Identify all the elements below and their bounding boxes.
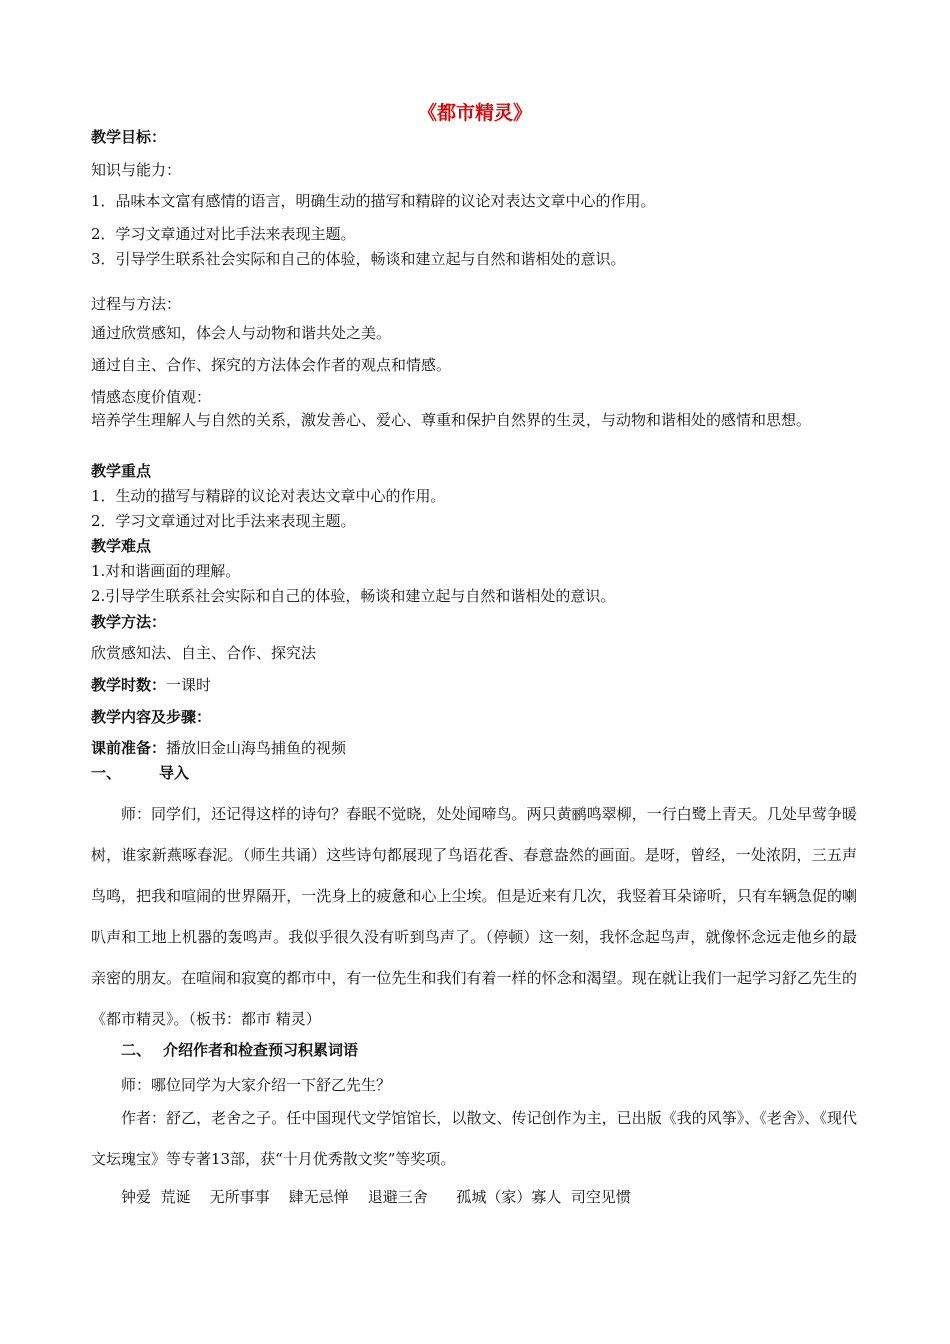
process-item-1: 通过欣赏感知，体会人与动物和谐共处之美。 bbox=[91, 324, 392, 342]
difficulty-2: 2.引导学生联系社会实际和自己的体验，畅谈和建立起与自然和谐相处的意识。 bbox=[91, 587, 616, 605]
section2-heading bbox=[121, 1040, 358, 1060]
difficulty-1: 1.对和谐画面的理解。 bbox=[91, 562, 241, 580]
difficulties-heading: 教学难点 bbox=[91, 537, 152, 555]
section2-question: 师：哪位同学为大家介绍一下舒乙先生？ bbox=[121, 1076, 392, 1094]
objectives-heading: 教学目标： bbox=[91, 128, 167, 146]
section1-text: 师：同学们，还记得这样的诗句？春眠不觉晓，处处闻啼鸟。两只黄鹂鸣翠柳，一行白鹭上青天。几处早莺争暖树，谁家新燕啄春泥。（师生共诵）这些诗句都展现了鸟语花香、春意盎然的画面。是呀，曾经，一处浓阴，三五声鸟鸣，把我和喧闹的世界隔开，一洗身上的疲惫和心上尘埃。但是近来有几次，我竖着耳朵谛听，只有车辆急促的喇叭声和工地上机器的轰鸣声。我似乎很久没有听到鸟声了。（停顿）这一刻，我怀念起鸟声，就像怀念远走他乡的最亲密的朋友。在喧闹和寂寞的都市中，有一位先生和我们有着一样的怀念和渴望。现在就让我们一起学习舒乙先生的《都市精灵》。（板书：都市 精灵） bbox=[91, 805, 857, 1028]
methods-text: 欣赏感知法、自主、合作、探究法 bbox=[91, 644, 317, 662]
author-text: 作者：舒乙，老舍之子。任中国现代文学馆馆长，以散文、传记创作为主，已出版《我的风筝》、《老舍》、《现代文坛瑰宝》等专著13部，获“十月优秀散文奖”等奖项。 bbox=[91, 1109, 857, 1168]
section1-title: 导入 bbox=[159, 764, 190, 782]
section1-heading bbox=[91, 763, 189, 783]
section1-number: 一、 bbox=[91, 764, 122, 782]
emotion-text: 培养学生理解人与自然的关系，激发善心、爱心、尊重和保护自然界的生灵，与动物和谐相处的感情和思想。 bbox=[91, 411, 812, 429]
vocabulary-words: 钟爱 荒诞 无所事事 肆无忌惮 退避三舍 孤城（家）寡人 司空见惯 bbox=[121, 1188, 631, 1206]
hours-label: 教学时数： bbox=[91, 676, 167, 694]
content-heading: 教学内容及步骤： bbox=[91, 708, 212, 726]
prep-value: 播放旧金山海鸟捕鱼的视频 bbox=[166, 739, 347, 757]
key-point-2: 2．学习文章通过对比手法来表现主题。 bbox=[91, 512, 356, 530]
prep-line bbox=[91, 738, 346, 758]
knowledge-item-2: 2．学习文章通过对比手法来表现主题。 bbox=[91, 225, 356, 243]
knowledge-item-3: 3．引导学生联系社会实际和自己的体验，畅谈和建立起与自然和谐相处的意识。 bbox=[91, 250, 626, 268]
key-points-heading: 教学重点 bbox=[91, 462, 152, 480]
section2-number: 二、 bbox=[121, 1041, 152, 1059]
process-item-2: 通过自主、合作、探究的方法体会作者的观点和情感。 bbox=[91, 356, 452, 374]
methods-heading: 教学方法： bbox=[91, 613, 167, 631]
emotion-heading: 情感态度价值观： bbox=[91, 388, 212, 406]
key-point-1: 1．生动的描写与精辟的议论对表达文章中心的作用。 bbox=[91, 487, 446, 505]
prep-label: 课前准备： bbox=[91, 739, 167, 757]
hours-value: 一课时 bbox=[166, 676, 212, 694]
hours-line bbox=[91, 675, 211, 695]
process-heading: 过程与方法： bbox=[91, 295, 182, 313]
knowledge-heading: 知识与能力： bbox=[91, 161, 182, 179]
section2-title: 介绍作者和检查预习积累词语 bbox=[163, 1041, 359, 1059]
document-title: 《都市精灵》 bbox=[417, 102, 532, 124]
knowledge-item-1: 1．品味本文富有感情的语言，明确生动的描写和精辟的议论对表达文章中心的作用。 bbox=[91, 192, 656, 210]
